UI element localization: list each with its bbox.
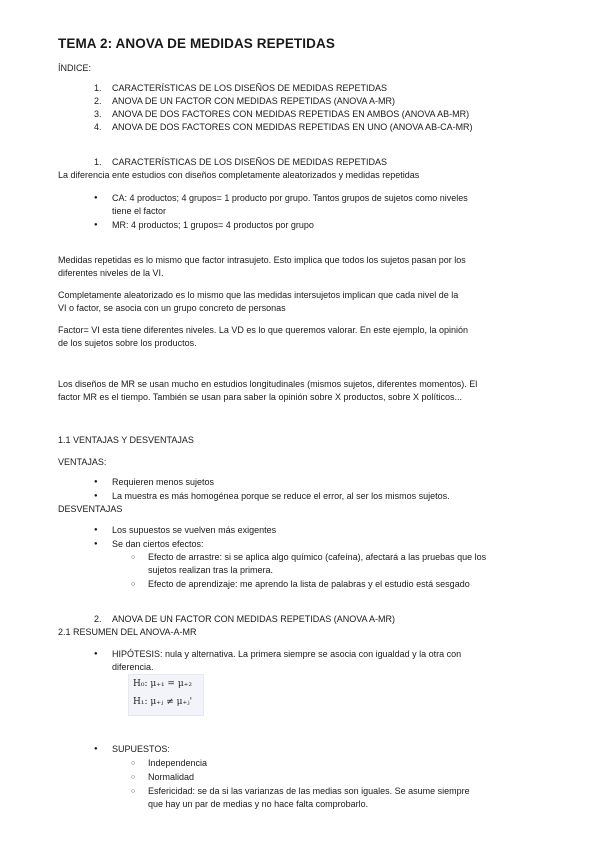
sub-bullet-item: ○ Normalidad	[148, 771, 194, 784]
section-number: 2.	[94, 614, 102, 624]
bullet-item: ● MR: 4 productos; 1 grupos= 4 productos por grupo	[112, 219, 314, 232]
index-item: ANOVA DE DOS FACTORES CON MEDIDAS REPETIDAS EN AMBOS (ANOVA AB-MR)	[112, 109, 470, 119]
paragraph: VI o factor, se asocia con un grupo concreto de personas	[58, 303, 286, 313]
list-label: DESVENTAJAS	[58, 504, 123, 514]
section-number: 1.	[94, 157, 102, 167]
bullet-item-continuation: tiene el factor	[112, 206, 167, 216]
formula-h0: H₀: μ₊₁ = μ₊₂	[133, 679, 193, 689]
paragraph: Medidas repetidas es lo mismo que factor intrasujeto. Esto implica que todos los sujetos pasan por los	[58, 255, 466, 265]
sub-bullet-item: ○ Independencia	[148, 757, 207, 770]
index-item: ANOVA DE UN FACTOR CON MEDIDAS REPETIDAS (ANOVA A-MR)	[112, 96, 396, 106]
bullet-item: ● CA: 4 productos; 4 grupos= 1 producto por grupo. Tantos grupos de sujetos como niveles	[112, 192, 468, 205]
subsection-heading: 1.1 VENTAJAS Y DESVENTAJAS	[58, 435, 194, 445]
paragraph: Factor= VI esta tiene diferentes niveles. La VD es lo que queremos valorar. En este ejemplo, la opinión	[58, 325, 468, 335]
section-heading: ANOVA DE UN FACTOR CON MEDIDAS REPETIDAS (ANOVA A-MR)	[112, 614, 396, 624]
index-item-num: 3.	[94, 109, 102, 119]
bullet-item: ● Se dan ciertos efectos:	[112, 538, 204, 551]
document-title: TEMA 2: ANOVA DE MEDIDAS REPETIDAS	[58, 36, 335, 51]
bullet-item: ● SUPUESTOS:	[112, 743, 170, 756]
index-item: CARACTERÍSTICAS DE LOS DISEÑOS DE MEDIDAS REPETIDAS	[112, 83, 388, 93]
paragraph: diferentes niveles de la VI.	[58, 268, 164, 278]
sub-bullet-item: ○ Efecto de arrastre: si se aplica algo químico (cafeína), afectará a las pruebas que los	[148, 551, 486, 564]
index-item-num: 4.	[94, 122, 102, 132]
sub-bullet-item: ○ Esfericidad: se da si las varianzas de las medias son iguales. Se asume siempre	[148, 785, 470, 798]
list-label: VENTAJAS:	[58, 457, 107, 467]
bullet-item: ● La muestra es más homogénea porque se reduce el error, al ser los mismos sujetos.	[112, 490, 450, 503]
section-heading: CARACTERÍSTICAS DE LOS DISEÑOS DE MEDIDAS REPETIDAS	[112, 157, 388, 167]
index-item-num: 2.	[94, 96, 102, 106]
subsection-heading: 2.1 RESUMEN DEL ANOVA-A-MR	[58, 627, 197, 637]
index-item: ANOVA DE DOS FACTORES CON MEDIDAS REPETIDAS EN UNO (ANOVA AB-CA-MR)	[112, 122, 473, 132]
index-label: ÍNDICE:	[58, 63, 92, 73]
sub-bullet-continuation: sujetos realizan tras la primera.	[148, 565, 274, 575]
sub-bullet-item: ○ Efecto de aprendizaje: me aprendo la lista de palabras y el estudio está sesgado	[148, 578, 470, 591]
sub-bullet-continuation: que hay un par de medias y no hace falta comprobarlo.	[148, 799, 369, 809]
hypothesis-formula	[128, 674, 204, 716]
paragraph: La diferencia ente estudios con diseños completamente aleatorizados y medidas repetidas	[58, 170, 420, 180]
paragraph: factor MR es el tiempo. También se usan para saber la opinión sobre X productos, sobre X políticos...	[58, 392, 463, 402]
bullet-item: ● HIPÓTESIS: nula y alternativa. La primera siempre se asocia con igualdad y la otra con	[112, 648, 461, 661]
formula-h1: H₁: μ₊ⱼ ≠ μ₊ⱼ'	[133, 697, 193, 707]
paragraph: Los diseños de MR se usan mucho en estudios longitudinales (mismos sujetos, diferentes momentos). El	[58, 379, 478, 389]
paragraph: de los sujetos sobre los productos.	[58, 338, 197, 348]
paragraph: Completamente aleatorizado es lo mismo que las medidas intersujetos implican que cada nivel de la	[58, 290, 459, 300]
index-item-num: 1.	[94, 83, 102, 93]
bullet-item: ● Los supuestos se vuelven más exigentes	[112, 524, 276, 537]
bullet-item: ● Requieren menos sujetos	[112, 476, 214, 489]
bullet-item-continuation: diferencia.	[112, 662, 154, 672]
